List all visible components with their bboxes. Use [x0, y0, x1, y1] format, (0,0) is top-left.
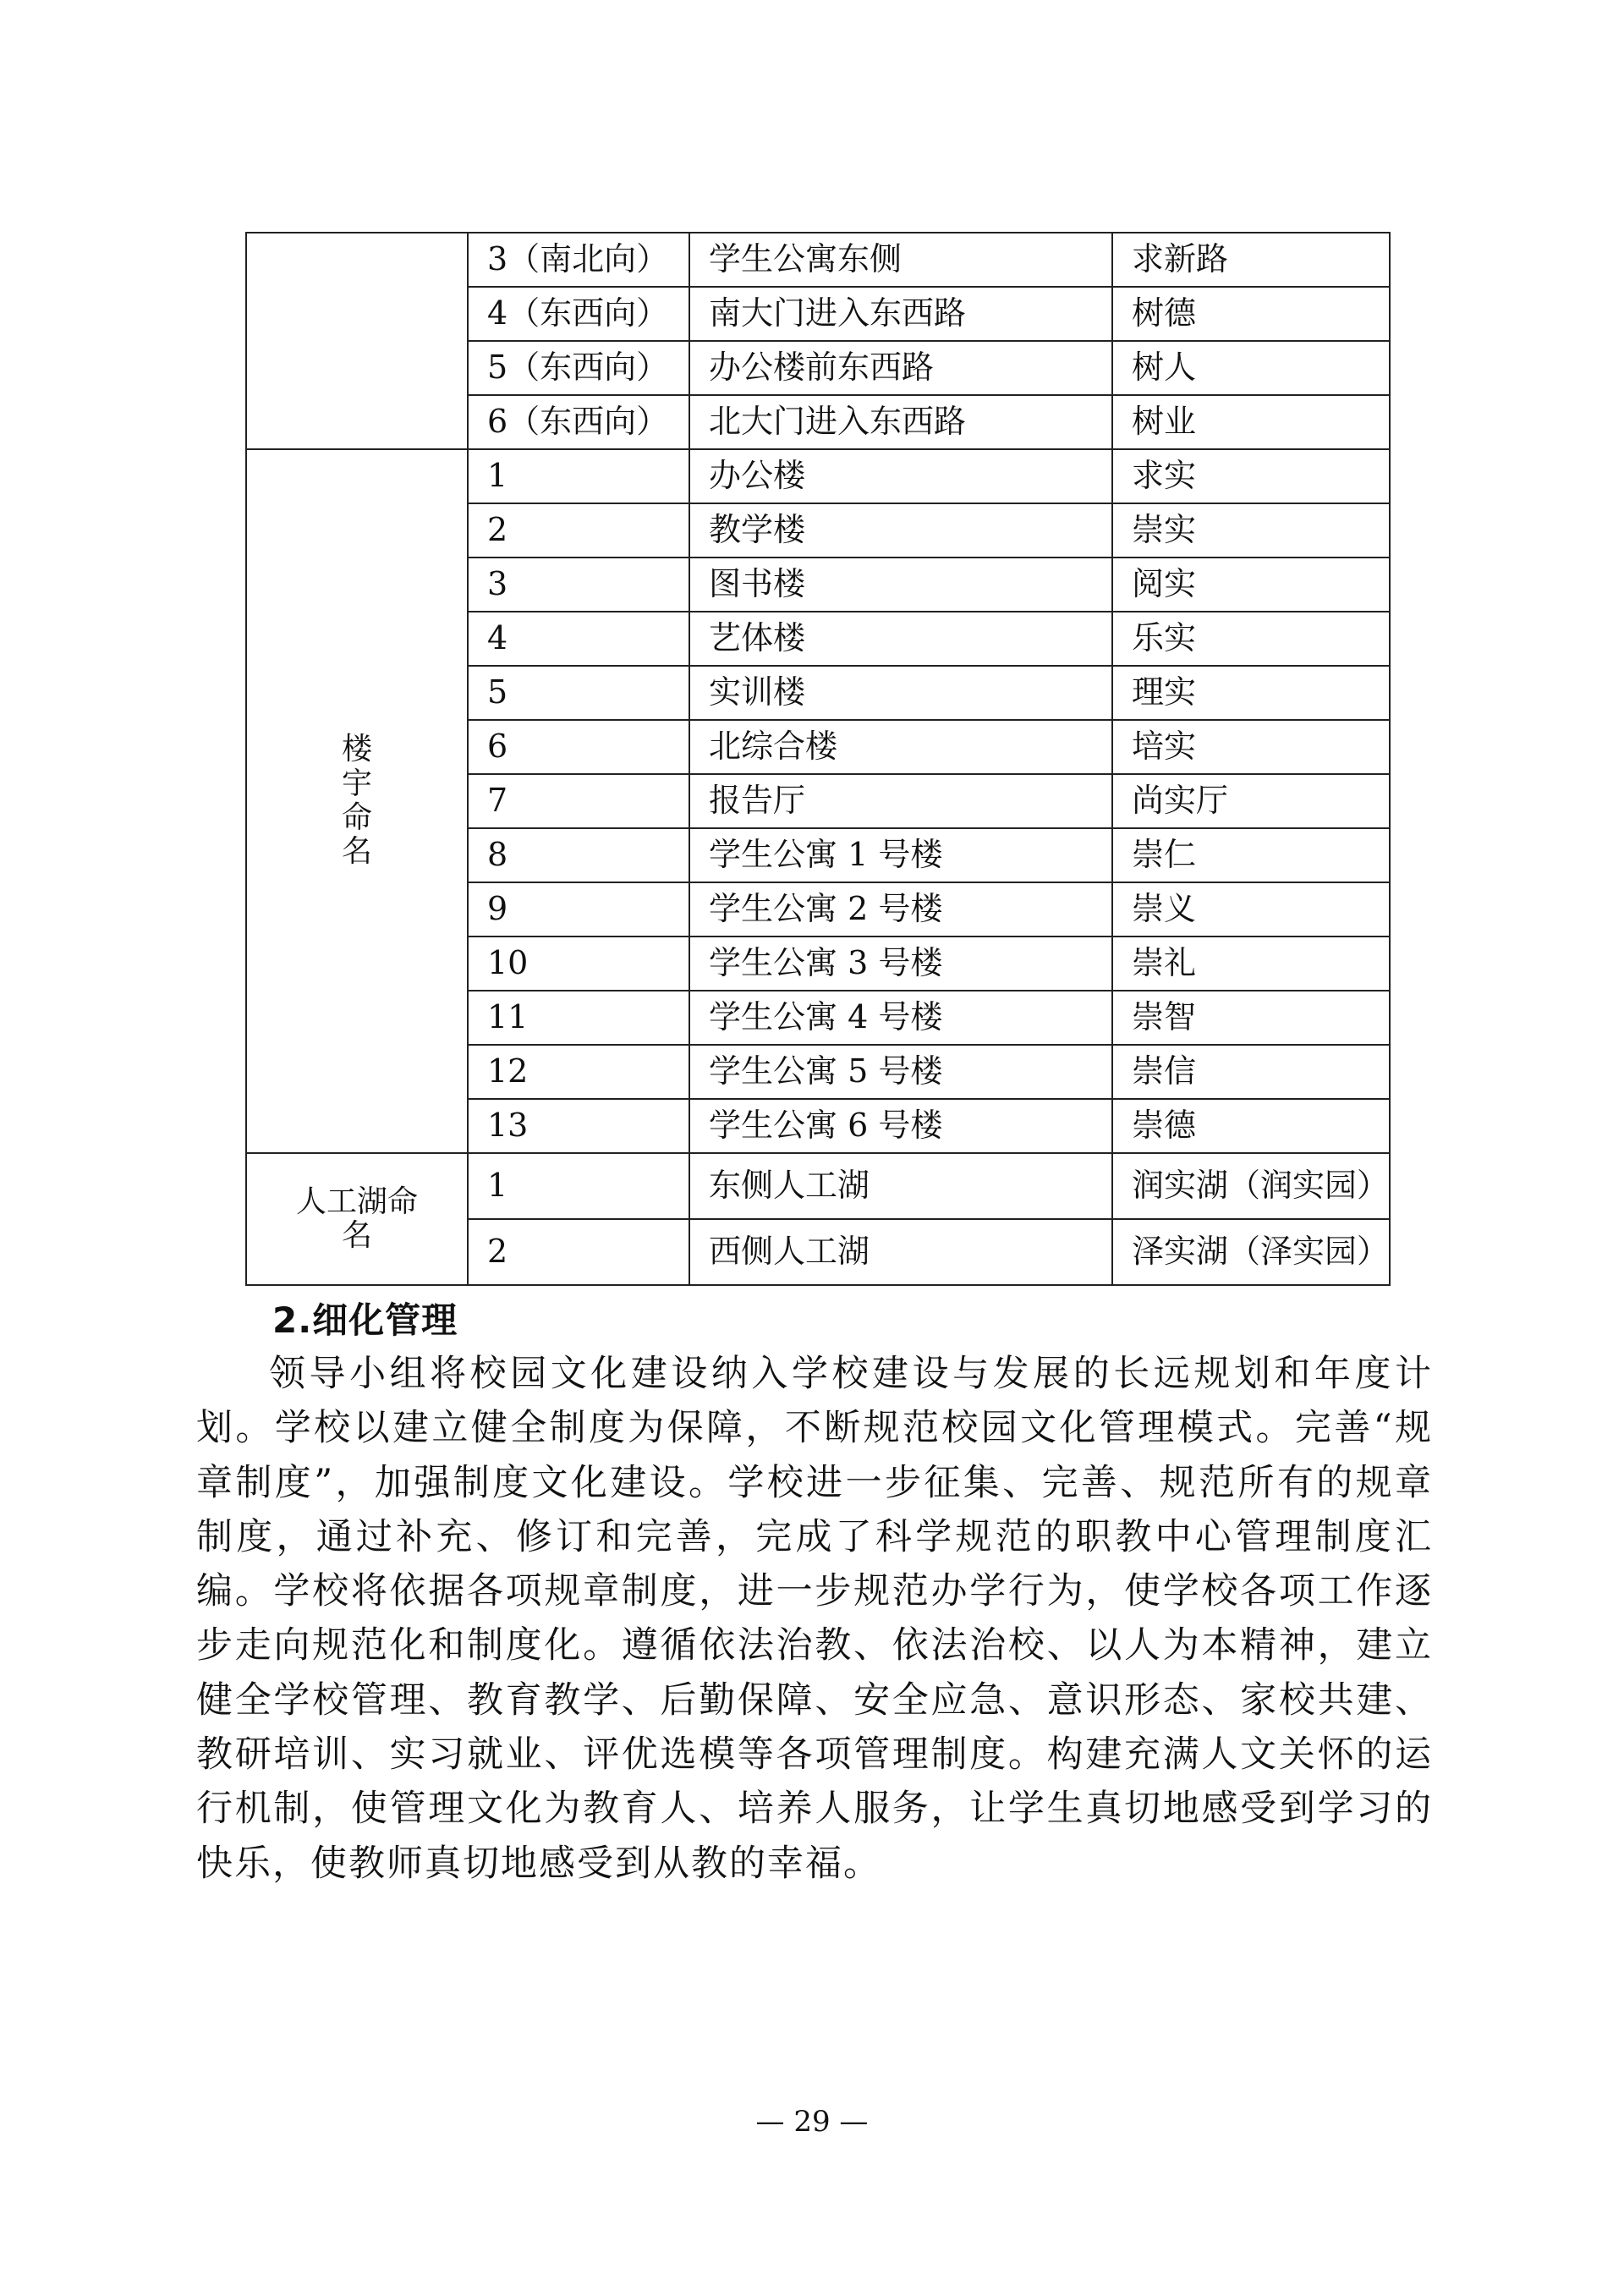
- row-name: 求新路: [1112, 233, 1390, 287]
- row-number: 9: [468, 882, 689, 937]
- row-number: 4: [468, 612, 689, 666]
- row-name: 崇智: [1112, 991, 1390, 1045]
- row-number: 5: [468, 666, 689, 720]
- table-row: [246, 233, 1390, 287]
- row-location: 西侧人工湖: [689, 1219, 1112, 1285]
- row-name: 崇德: [1112, 1099, 1390, 1153]
- row-number: 6（东西向）: [468, 395, 689, 449]
- row-location: 艺体楼: [689, 612, 1112, 666]
- group-label-text: 楼宇命名: [341, 732, 372, 870]
- row-number: 6: [468, 720, 689, 774]
- row-number: 8: [468, 828, 689, 882]
- row-number: 10: [468, 937, 689, 991]
- row-name: 理实: [1112, 666, 1390, 720]
- row-name: 树人: [1112, 341, 1390, 395]
- row-location: 学生公寓 4 号楼: [689, 991, 1112, 1045]
- row-number: 2: [468, 1219, 689, 1285]
- row-name: 求实: [1112, 449, 1390, 503]
- row-name: 泽实湖（泽实园）: [1112, 1219, 1390, 1285]
- row-location: 南大门进入东西路: [689, 287, 1112, 341]
- row-location: 学生公寓 1 号楼: [689, 828, 1112, 882]
- page-number: — 29 —: [755, 2105, 869, 2139]
- row-location: 学生公寓 5 号楼: [689, 1045, 1112, 1099]
- group-label-buildings: [246, 449, 468, 1153]
- row-location: 教学楼: [689, 503, 1112, 558]
- row-name: 阅实: [1112, 558, 1390, 612]
- row-name: 崇义: [1112, 882, 1390, 937]
- row-location: 北大门进入东西路: [689, 395, 1112, 449]
- row-number: 13: [468, 1099, 689, 1153]
- row-number: 12: [468, 1045, 689, 1099]
- row-number: 1: [468, 1153, 689, 1219]
- row-location: 办公楼: [689, 449, 1112, 503]
- row-number: 3: [468, 558, 689, 612]
- naming-table: [245, 232, 1391, 1286]
- row-location: 办公楼前东西路: [689, 341, 1112, 395]
- row-name: 树德: [1112, 287, 1390, 341]
- row-location: 东侧人工湖: [689, 1153, 1112, 1219]
- row-name: 崇礼: [1112, 937, 1390, 991]
- row-location: 学生公寓 2 号楼: [689, 882, 1112, 937]
- section-heading: 2.细化管理: [272, 1299, 458, 1341]
- row-location: 实训楼: [689, 666, 1112, 720]
- group-label-text: 人工湖命名: [296, 1184, 419, 1253]
- row-name: 培实: [1112, 720, 1390, 774]
- row-location: 北综合楼: [689, 720, 1112, 774]
- row-number: 5（东西向）: [468, 341, 689, 395]
- table-row: [246, 449, 1390, 503]
- row-name: 润实湖（润实园）: [1112, 1153, 1390, 1219]
- row-name: 尚实厅: [1112, 774, 1390, 828]
- row-number: 2: [468, 503, 689, 558]
- row-name: 崇信: [1112, 1045, 1390, 1099]
- row-number: 7: [468, 774, 689, 828]
- row-number: 1: [468, 449, 689, 503]
- row-number: 3（南北向）: [468, 233, 689, 287]
- body-paragraph: 领导小组将校园文化建设纳入学校建设与发展的长远规划和年度计划。学校以建立健全制度为保障，不断规范校园文化管理模式。完善“规章制度”，加强制度文化建设。学校进一步征集、完善、规范所有的规章制度，通过补充、修订和完善，完成了科学规范的职教中心管理制度汇编。学校将依据各项规章制度，进一步规范办学行为，使学校各项工作逐步走向规范化和制度化。遵循依法治教、依法治校、以人为本精神，建立健全学校管理、教育教学、后勤保障、安全应急、意识形态、家校共建、教研培训、实习就业、评优选模等各项管理制度。构建充满人文关怀的运行机制，使管理文化为教育人、培养人服务，让学生真切地感受到学习的快乐，使教师真切地感受到从教的幸福。: [196, 1353, 1433, 1885]
- row-name: 乐实: [1112, 612, 1390, 666]
- group-label-roads: [246, 233, 468, 449]
- row-location: 学生公寓 3 号楼: [689, 937, 1112, 991]
- row-location: 图书楼: [689, 558, 1112, 612]
- row-name: 树业: [1112, 395, 1390, 449]
- row-location: 学生公寓 6 号楼: [689, 1099, 1112, 1153]
- table-row: [246, 1153, 1390, 1219]
- row-number: 4（东西向）: [468, 287, 689, 341]
- row-name: 崇实: [1112, 503, 1390, 558]
- row-name: 崇仁: [1112, 828, 1390, 882]
- row-location: 报告厅: [689, 774, 1112, 828]
- group-label-lakes: [246, 1153, 468, 1285]
- row-location: 学生公寓东侧: [689, 233, 1112, 287]
- row-number: 11: [468, 991, 689, 1045]
